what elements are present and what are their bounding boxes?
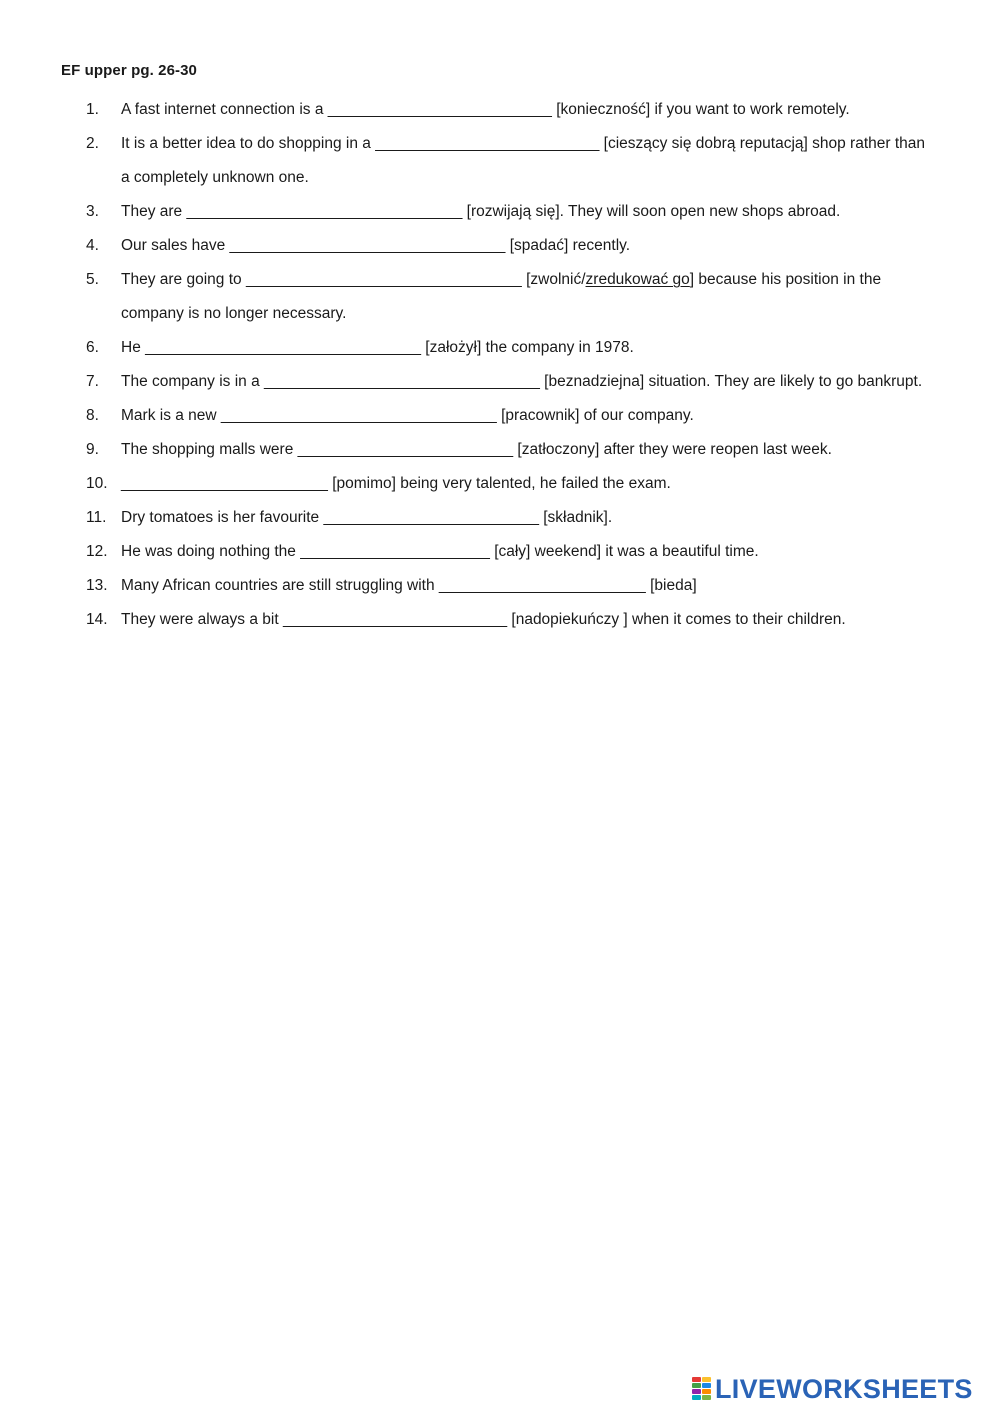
item-text: ________________________ [pomimo] being very talented, he failed the exam. [121,475,671,492]
item-number: 11. [86,509,107,526]
item-text: The company is in a ________________________________ [beznadziejna] situation. They are likely to go bankrupt. [121,373,923,390]
item-text: They were always a bit __________________________ [nadopiekuńczy ] when it comes to their children. [121,611,846,628]
page-title: EF upper pg. 26-30 [61,62,197,79]
liveworksheets-logo-icon [691,1376,713,1402]
underlined-phrase: zredukować go [585,271,690,288]
list-item [86,331,936,365]
item-text: Many African countries are still struggling with ________________________ [bieda] [121,577,697,594]
item-text: Mark is a new ________________________________ [pracownik] of our company. [121,407,694,424]
item-number: 6. [86,339,99,356]
list-item [86,603,936,637]
item-number: 14. [86,611,108,628]
item-text-post: ] because his position in the company is no longer necessary. [121,271,882,322]
item-text-pre: They are going to ________________________________ [zwolnić/ [121,271,586,288]
item-number: 2. [86,135,99,152]
list-item [86,535,936,569]
list-item [86,195,936,229]
item-number: 1. [86,101,99,118]
item-number: 7. [86,373,99,390]
item-text: He was doing nothing the ______________________ [cały] weekend] it was a beautiful time. [121,543,759,560]
item-text: The shopping malls were _________________________ [zatłoczony] after they were reopen last week. [121,441,832,458]
list-item [86,467,936,501]
list-item [86,93,936,127]
list-item [86,569,936,603]
list-item [86,501,936,535]
list-item [86,399,936,433]
list-item [86,365,936,399]
item-text: Dry tomatoes is her favourite _________________________ [składnik]. [121,509,613,526]
list-item [86,229,936,263]
exercise-list [86,93,936,637]
list-item [86,433,936,467]
item-number: 12. [86,543,108,560]
item-number: 13. [86,577,108,594]
item-number: 8. [86,407,99,424]
item-text: Our sales have ________________________________ [spadać] recently. [121,237,631,254]
item-number: 9. [86,441,99,458]
item-text: A fast internet connection is a __________________________ [konieczność] if you want to work remotely. [121,101,850,118]
item-text: They are ________________________________ [rozwijają się]. They will soon open new shops abroad. [121,203,841,220]
list-item [86,263,936,331]
item-text: He ________________________________ [założył] the company in 1978. [121,339,634,356]
item-number: 5. [86,271,99,288]
item-number: 3. [86,203,99,220]
list-item [86,127,936,195]
liveworksheets-logo[interactable] [691,1374,973,1404]
logo-text: LIVEWORKSHEETS [715,1374,973,1404]
item-text: It is a better idea to do shopping in a __________________________ [cieszący się dobrą reputacją] shop rather than a completely unknown one. [121,135,926,186]
item-number: 10. [86,475,108,492]
item-number: 4. [86,237,99,254]
item-text [121,263,936,331]
